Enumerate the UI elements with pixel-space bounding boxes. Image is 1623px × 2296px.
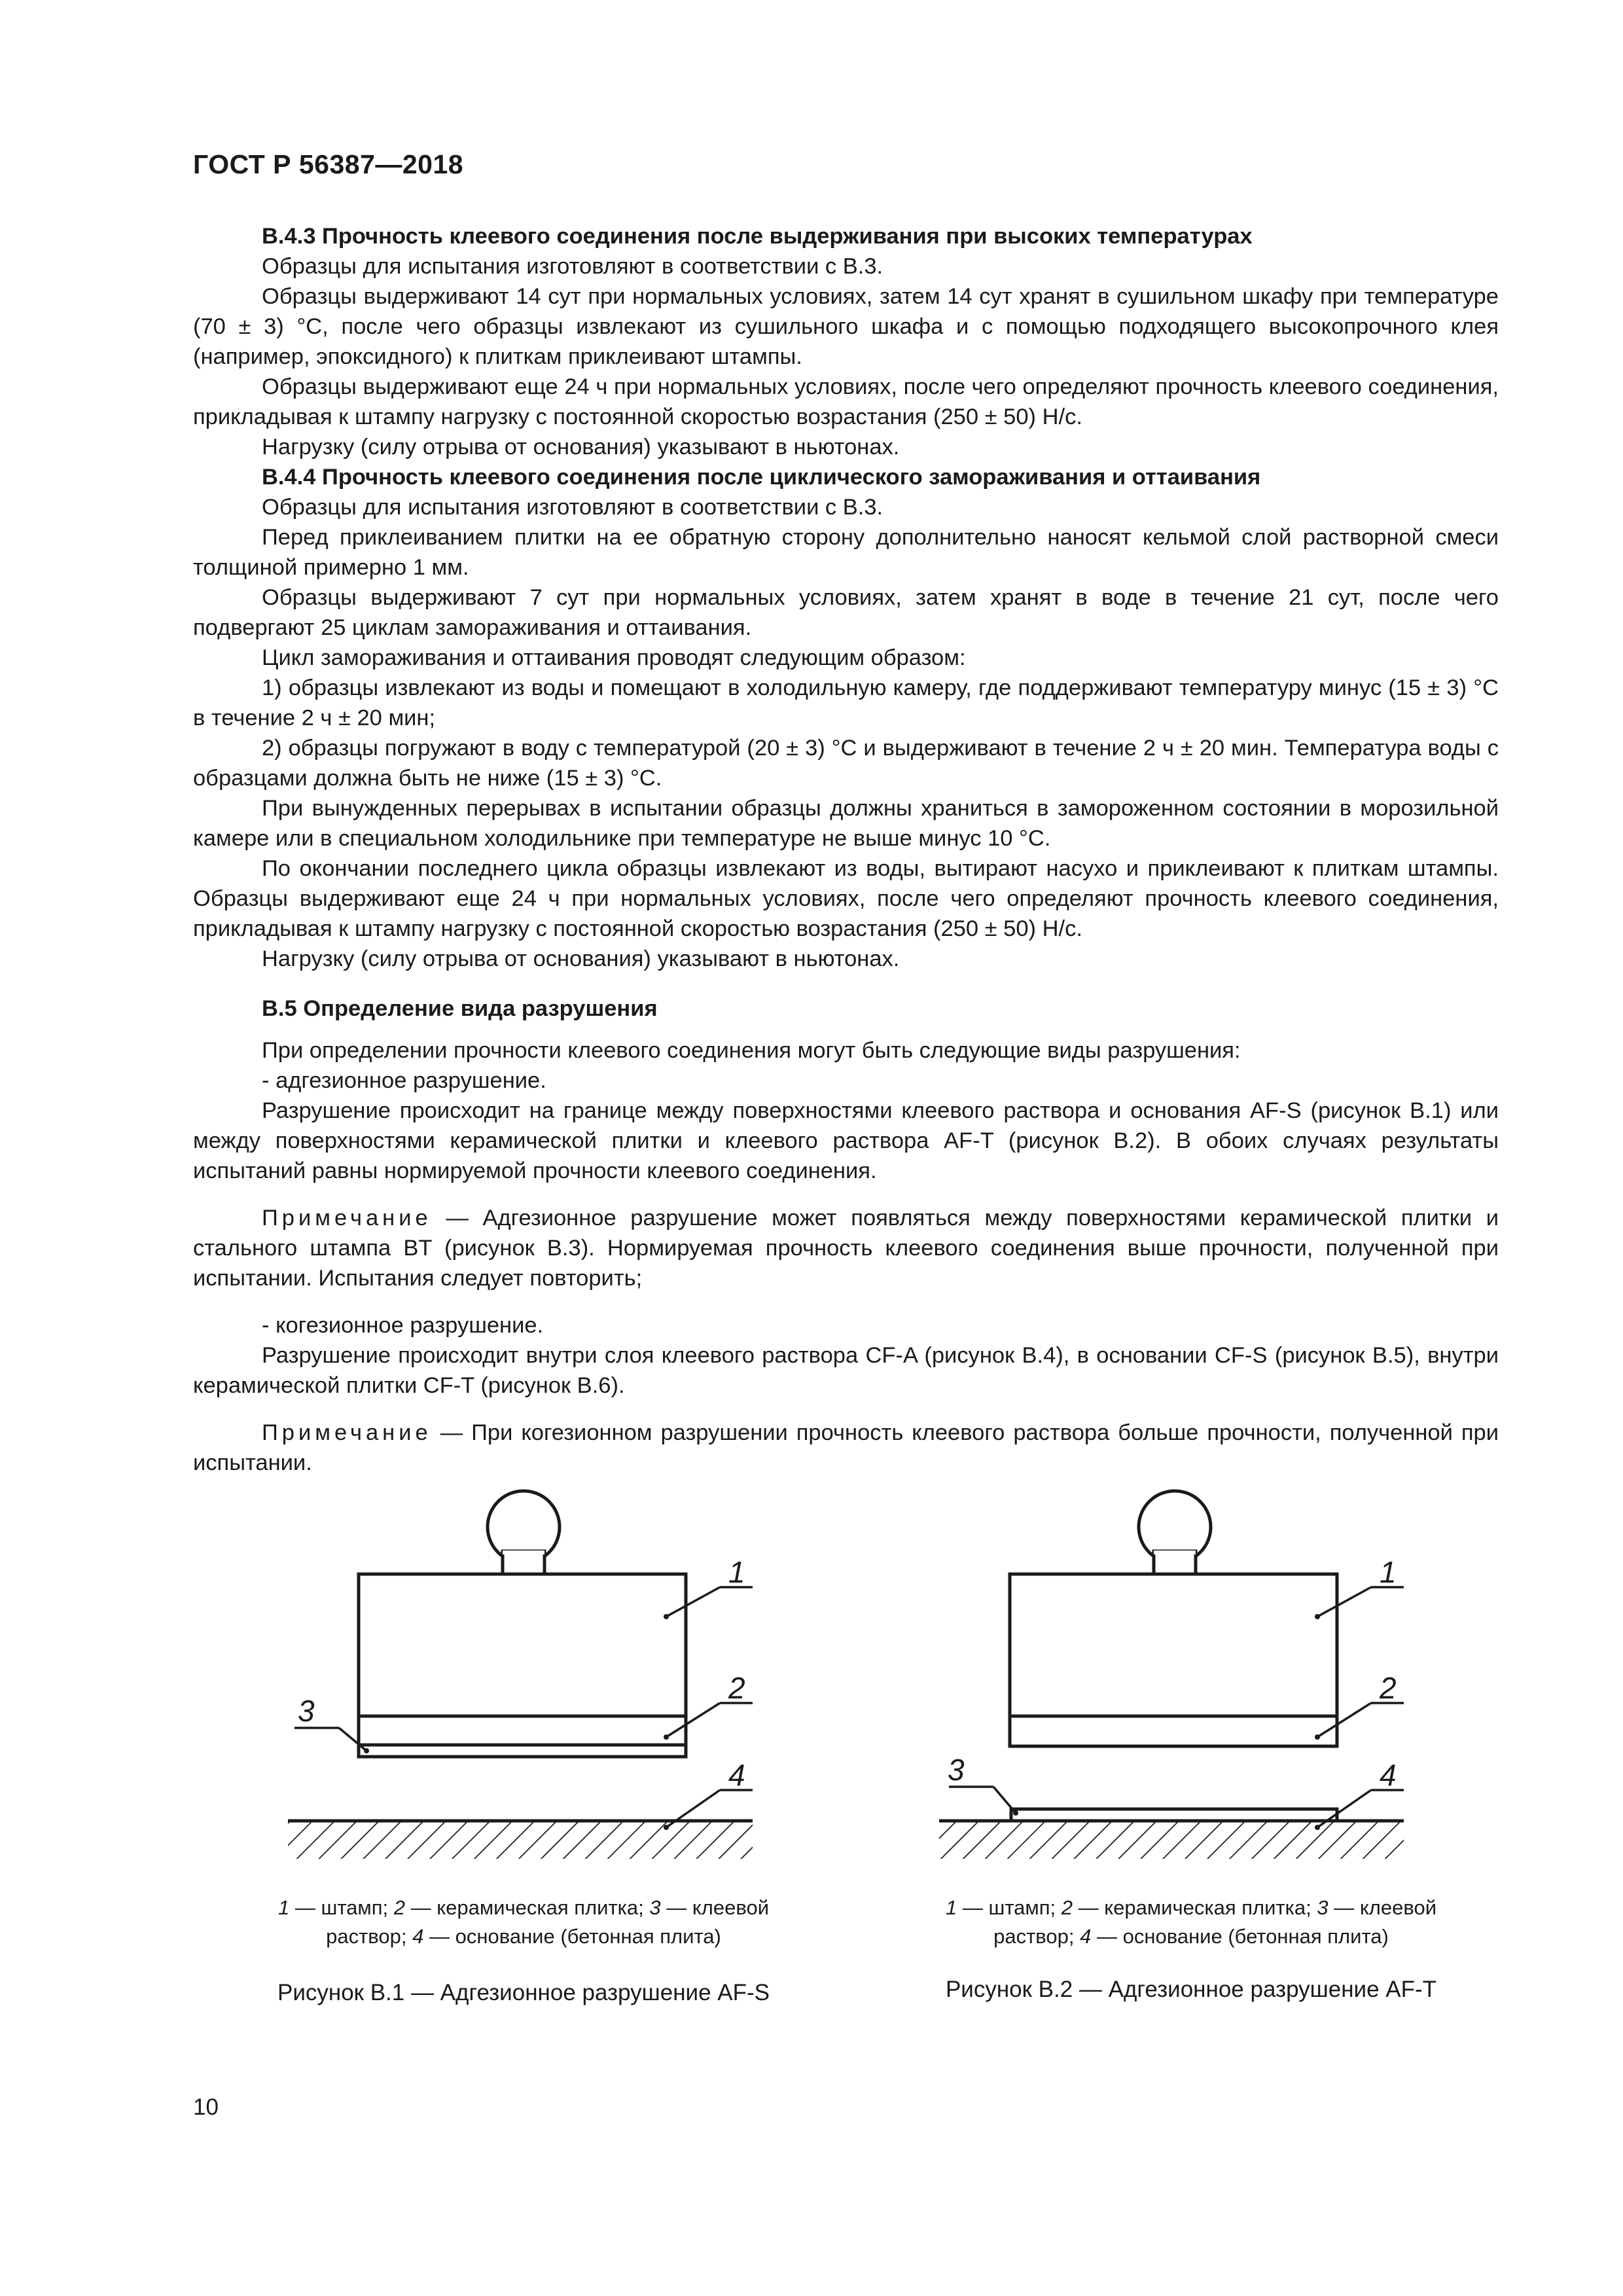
adhesive-layer xyxy=(1011,1809,1337,1821)
stamp-block xyxy=(1010,1574,1337,1716)
section-heading-b44: В.4.4 Прочность клеевого соединения после циклического замораживания и оттаивания xyxy=(262,465,1261,490)
adhesive-layer xyxy=(359,1745,686,1757)
stamp-neck xyxy=(1154,1551,1196,1574)
figure-b1-title: Рисунок В.1 — Адгезионное разрушение AF-S xyxy=(277,1980,770,2005)
ceramic-tile xyxy=(359,1716,686,1745)
paragraph: Цикл замораживания и оттаивания проводят следующим образом: xyxy=(262,645,966,670)
figure-label-2: 2 xyxy=(728,1671,745,1705)
paragraph: Разрушение происходит на границе между поверхностями клеевого раствора и основания AF-S (рисунок В.1) или между поверхностями керамической плитки и клеевого раствора AF-T (рисунок В.2). В обоих случаях результаты испытаний равны нормируемой прочности клеевого соединения. xyxy=(193,1098,1499,1183)
figure-b2-title: Рисунок В.2 — Адгезионное разрушение AF-T xyxy=(945,1977,1437,2002)
figure-label-3: 3 xyxy=(948,1753,965,1787)
paragraph: Образцы выдерживают 7 сут при нормальных условиях, затем хранят в воде в течение 21 сут, после чего подвергают 25 циклам замораживания и оттаивания. xyxy=(193,585,1499,640)
stamp-block xyxy=(359,1574,686,1716)
paragraph: При определении прочности клеевого соединения могут быть следующие виды разрушения: xyxy=(262,1038,1241,1063)
figure-label-1: 1 xyxy=(1380,1555,1397,1589)
list-item: - когезионное разрушение. xyxy=(262,1313,544,1338)
paragraph: Перед приклеиванием плитки на ее обратную сторону дополнительно наносят кельмой слой растворной смеси толщиной примерно 1 мм. xyxy=(193,525,1499,580)
standard-code: ГОСТ Р 56387—2018 xyxy=(193,149,464,179)
list-item: - адгезионное разрушение. xyxy=(262,1068,546,1093)
figure-label-1: 1 xyxy=(728,1555,745,1589)
figure-b2-diagram xyxy=(939,1491,1404,1859)
figure-label-2: 2 xyxy=(1380,1671,1397,1705)
figure-b1-diagram xyxy=(288,1491,753,1859)
list-item: 1) образцы извлекают из воды и помещают в холодильную камеру, где поддерживают температуру минус (15 ± 3) °С в течение 2 ч ± 20 мин; xyxy=(193,675,1499,730)
paragraph: Разрушение происходит внутри слоя клеевого раствора CF-A (рисунок В.4), в основании CF-S (рисунок В.5), внутри керамической плитки CF-T (рисунок В.6). xyxy=(193,1343,1499,1398)
ceramic-tile xyxy=(1010,1716,1337,1746)
figure-label-4: 4 xyxy=(728,1758,745,1792)
paragraph: По окончании последнего цикла образцы извлекают из воды, вытирают насухо и приклеивают к плиткам штампы. Образцы выдерживают еще 24 ч при нормальных условиях, после чего определяют прочность клеевого соединения, прикладывая к штампу нагрузку с постоянной скоростью возрастания (250 ± 50) Н/с. xyxy=(193,856,1499,941)
paragraph: Образцы выдерживают еще 24 ч при нормальных условиях, после чего определяют прочность клеевого соединения, прикладывая к штампу нагрузку с постоянной скоростью возрастания (250 ± 50) Н/с. xyxy=(193,374,1499,429)
paragraph: Образцы для испытания изготовляют в соответствии с В.3. xyxy=(262,495,883,520)
paragraph: Образцы выдерживают 14 сут при нормальных условиях, затем 14 сут хранят в сушильном шкафу при температуре (70 ± 3) °С, после чего образцы извлекают из сушильного шкафа и с помощью подходящего высокопрочного клея (например, эпоксидного) к плиткам приклеивают штампы. xyxy=(193,284,1499,369)
note-label: Примечание xyxy=(262,1206,432,1230)
figure-b1-legend: 1 — штамп; 2 — керамическая плитка; 3 — клеевой раствор; 4 — основание (бетонная плита) xyxy=(277,1896,770,1948)
figure-b2-legend: 1 — штамп; 2 — керамическая плитка; 3 — клеевой раствор; 4 — основание (бетонная плита) xyxy=(945,1896,1437,1948)
figure-label-3: 3 xyxy=(298,1694,315,1728)
paragraph: При вынужденных перерывах в испытании образцы должны храниться в замороженном состоянии в морозильной камере или в специальном холодильнике при температуре не выше минус 10 °С. xyxy=(193,796,1499,851)
note-text: — При когезионном разрушении прочность клеевого раствора больше прочности, полученной при испытании. xyxy=(193,1420,1499,1475)
base-hatch xyxy=(939,1821,1404,1859)
paragraph: Нагрузку (силу отрыва от основания) указывают в ньютонах. xyxy=(262,435,900,459)
base-hatch xyxy=(288,1821,753,1859)
page-number: 10 xyxy=(193,2094,219,2120)
section-heading-b5: В.5 Определение вида разрушения xyxy=(262,996,658,1021)
figure-label-4: 4 xyxy=(1380,1758,1397,1792)
paragraph: Образцы для испытания изготовляют в соответствии с В.3. xyxy=(262,254,883,279)
list-item: 2) образцы погружают в воду с температурой (20 ± 3) °С и выдерживают в течение 2 ч ± 20 мин. Температура воды с образцами должна быть не ниже (15 ± 3) °С. xyxy=(193,736,1499,791)
stamp-neck xyxy=(503,1551,544,1574)
note-label: Примечание xyxy=(262,1420,432,1445)
section-heading-b43: В.4.3 Прочность клеевого соединения после выдерживания при высоких температурах xyxy=(262,224,1253,249)
note-text: — Адгезионное разрушение может появляться между поверхностями керамической плитки и стального штампа BT (рисунок В.3). Нормируемая прочность клеевого соединения выше прочности, полученной при испытании. Испытания следует повторить; xyxy=(193,1206,1499,1291)
paragraph: Нагрузку (силу отрыва от основания) указывают в ньютонах. xyxy=(262,946,900,971)
